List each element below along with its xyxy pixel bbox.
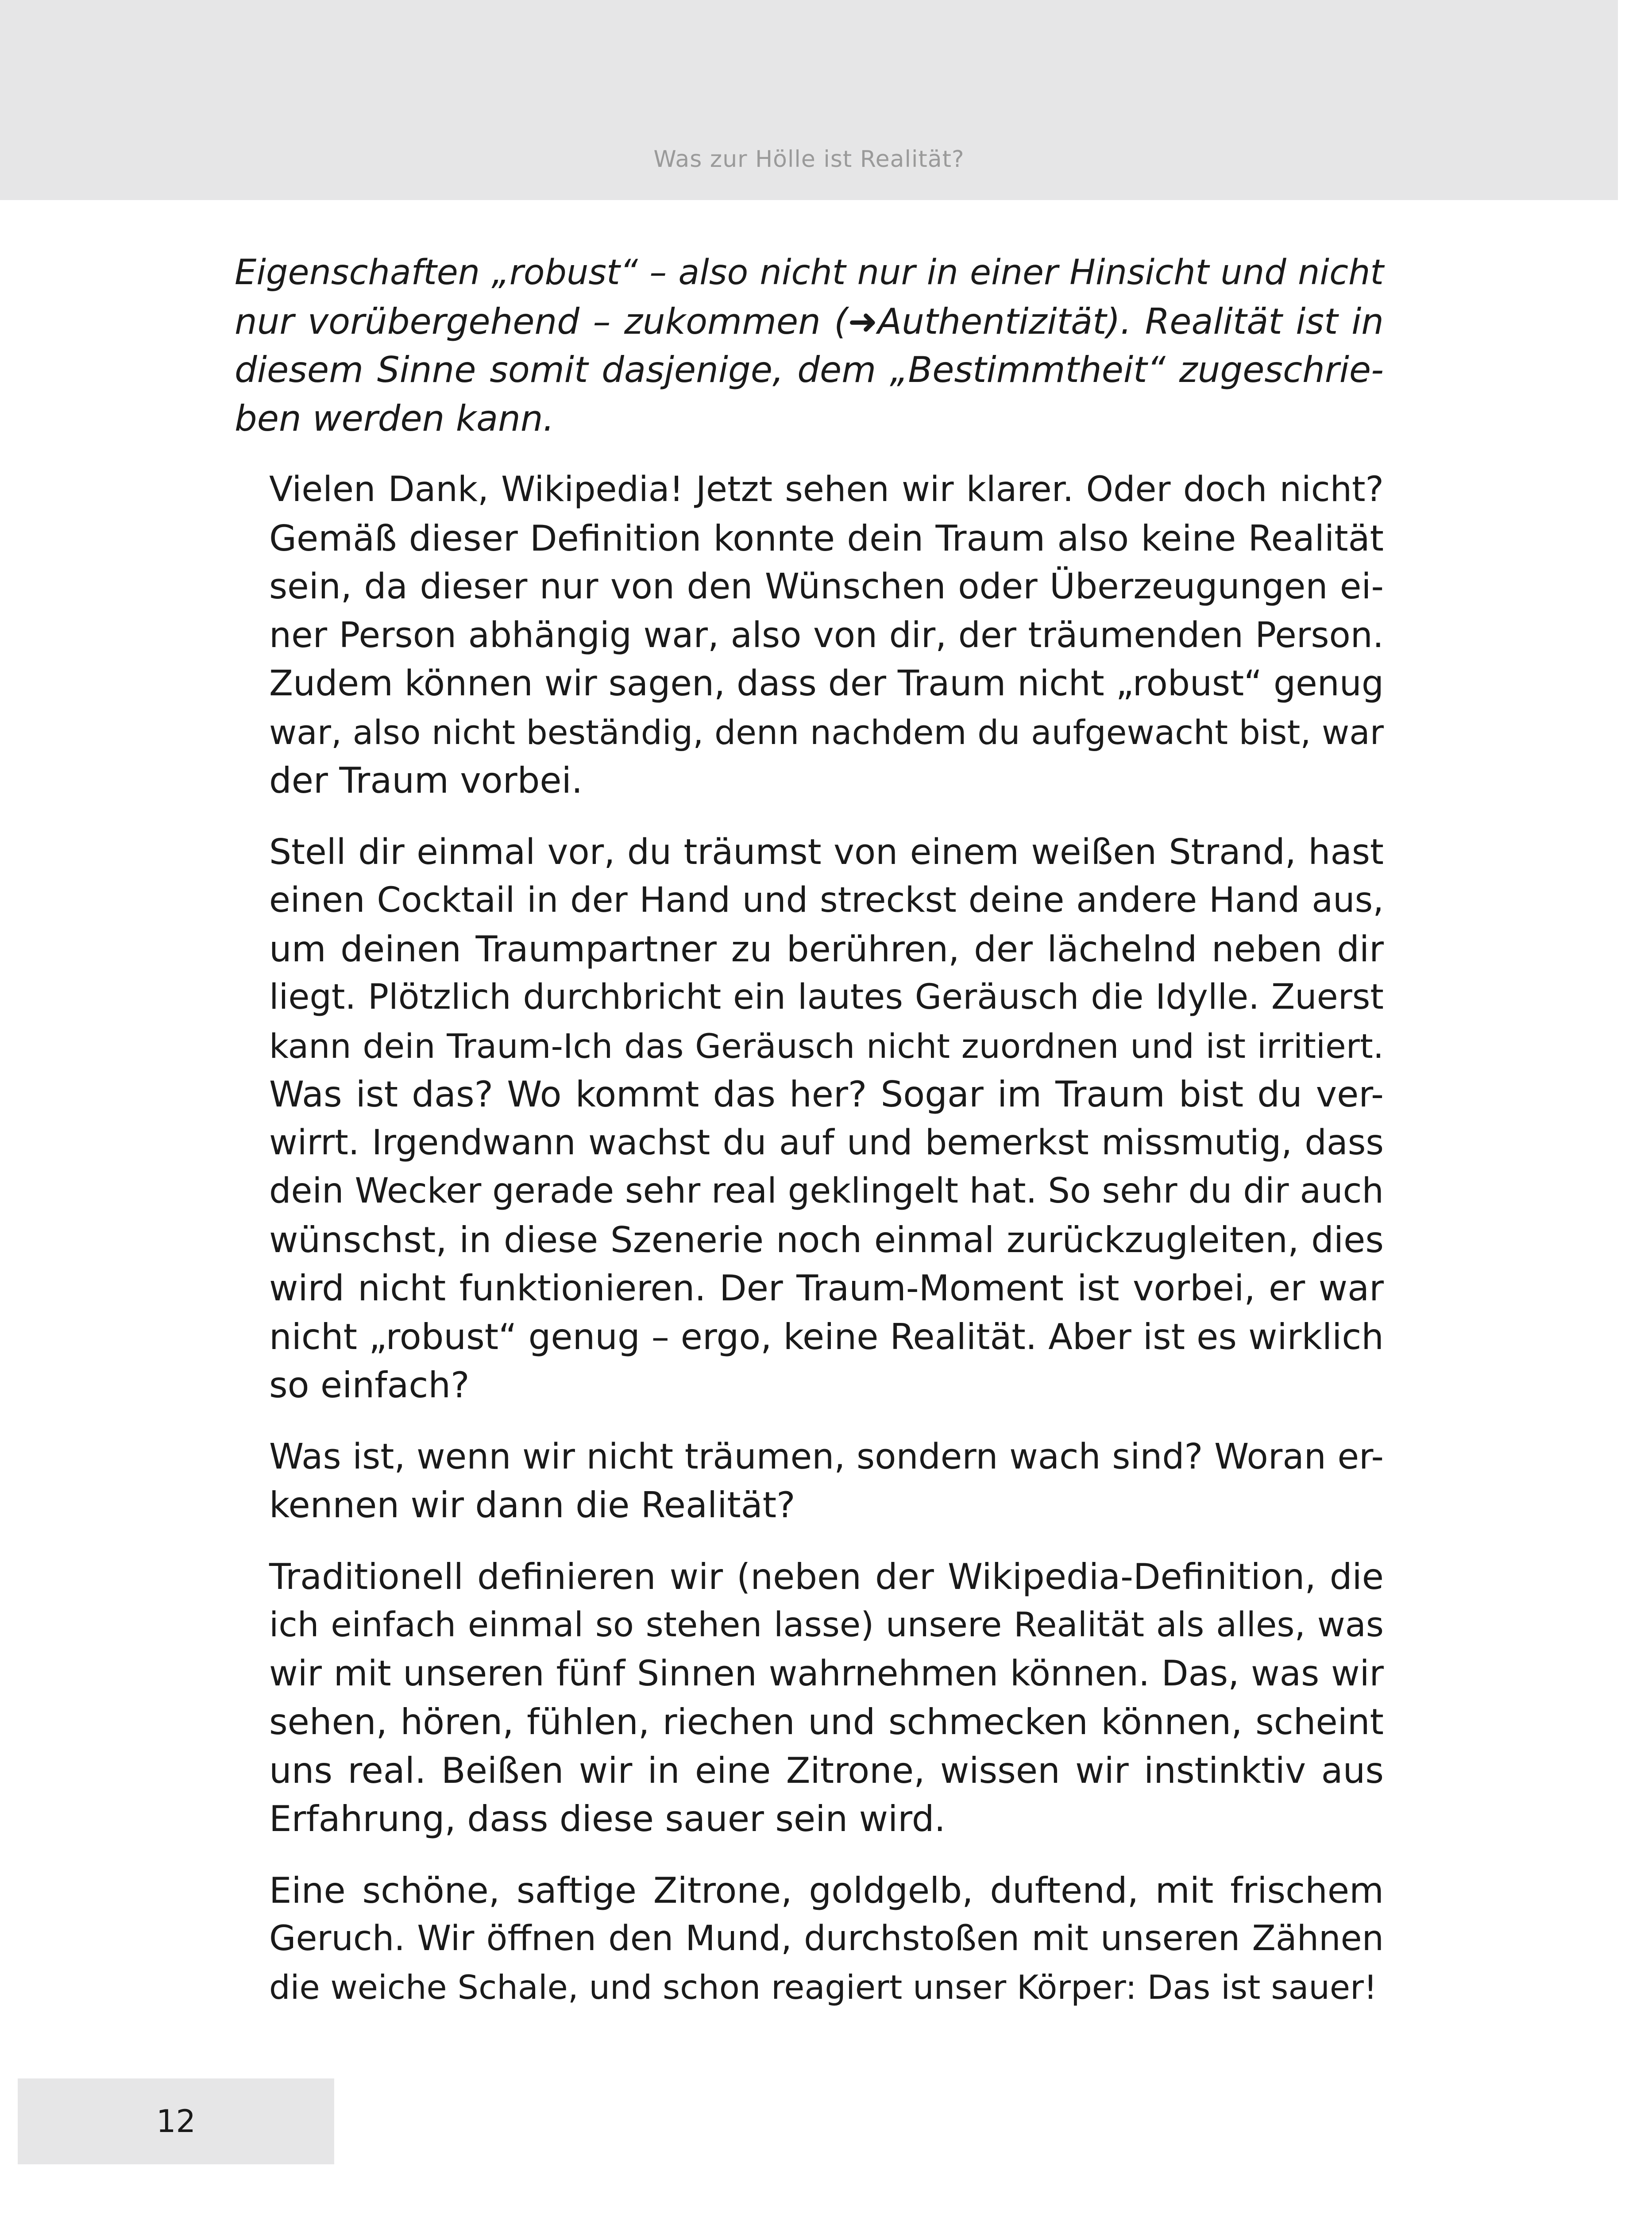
paragraph	[235, 1553, 1384, 1843]
paragraph	[235, 249, 1384, 443]
text-line: einen Cocktail in der Hand und streckst deine andere Hand aus,	[269, 880, 1384, 920]
text-line: diesem Sinne somit dasjenige, dem „Bestimmtheit“ zugeschrie-	[235, 349, 1384, 390]
text-line: Gemäß dieser Definition konnte dein Traum also keine Realität	[269, 517, 1384, 559]
text-line: nicht „robust“ genug – ergo, keine Realität. Aber ist es wirklich	[269, 1316, 1384, 1357]
text-line: wir mit unseren fünf Sinnen wahrnehmen können. Das, was wir	[269, 1653, 1384, 1694]
text-line: Traditionell definieren wir (neben der Wikipedia-Definition, die	[269, 1556, 1384, 1597]
text-line: wünschst, in diese Szenerie noch einmal zurückzugleiten, dies	[269, 1219, 1384, 1261]
running-title: Was zur Hölle ist Realität?	[653, 146, 965, 173]
paragraph	[235, 1866, 1384, 2012]
body-text	[235, 249, 1384, 2035]
text-line: Erfahrung, dass diese sauer sein wird.	[269, 1798, 946, 1839]
text-line: dein Wecker gerade sehr real geklingelt hat. So sehr du dir auch	[269, 1171, 1384, 1211]
text-line: die weiche Schale, und schon reagiert unser Körper: Das ist sauer!	[269, 1967, 1377, 2007]
page-number-box	[18, 2078, 334, 2164]
text-line: ner Person abhängig war, also von dir, der träumenden Person.	[269, 614, 1384, 655]
text-line: Was ist das? Wo kommt das her? Sogar im Traum bist du ver-	[269, 1074, 1384, 1115]
text-line: Geruch. Wir öffnen den Mund, durchstoßen mit unseren Zähnen	[269, 1919, 1384, 1959]
text-line: Eine schöne, saftige Zitrone, goldgelb, duftend, mit frischem	[269, 1870, 1384, 1911]
text-line: so einfach?	[269, 1365, 470, 1406]
text-line: Vielen Dank, Wikipedia! Jetzt sehen wir klarer. Oder doch nicht?	[269, 470, 1384, 509]
text-line: ben werden kann.	[235, 397, 554, 439]
text-line: nur vorübergehend – zukommen (➜Authentizität). Realität ist in	[235, 301, 1384, 342]
text-line: war, also nicht beständig, denn nachdem du aufgewacht bist, war	[269, 712, 1384, 752]
text-line: Was ist, wenn wir nicht träumen, sondern wach sind? Woran er-	[269, 1436, 1384, 1477]
page-number: 12	[156, 2103, 196, 2140]
text-line: wirrt. Irgendwann wachst du auf und bemerkst missmutig, dass	[269, 1122, 1384, 1163]
paragraph	[235, 466, 1384, 805]
text-line: wird nicht funktionieren. Der Traum-Moment ist vorbei, er war	[269, 1268, 1384, 1309]
text-line: sein, da dieser nur von den Wünschen oder Überzeugungen ei-	[269, 566, 1384, 607]
text-line: der Traum vorbei.	[269, 760, 583, 801]
text-line: ich einfach einmal so stehen lasse) unsere Realität als alles, was	[269, 1605, 1384, 1645]
text-line: uns real. Beißen wir in eine Zitrone, wissen wir instinktiv aus	[269, 1750, 1384, 1791]
text-line: kennen wir dann die Realität?	[269, 1484, 795, 1526]
text-line: kann dein Traum-Ich das Geräusch nicht zuordnen und ist irritiert.	[269, 1026, 1384, 1066]
text-line: um deinen Traumpartner zu berühren, der lächelnd neben dir	[269, 928, 1384, 970]
paragraph	[235, 1433, 1384, 1530]
paragraph	[235, 828, 1384, 1410]
text-line: Zudem können wir sagen, dass der Traum nicht „robust“ genug	[269, 663, 1384, 704]
text-line: sehen, hören, fühlen, riechen und schmecken können, scheint	[269, 1701, 1384, 1743]
text-line: Stell dir einmal vor, du träumst von einem weißen Strand, hast	[269, 831, 1384, 872]
text-line: liegt. Plötzlich durchbricht ein lautes Geräusch die Idylle. Zuerst	[269, 977, 1384, 1017]
text-line: Eigenschaften „robust“ – also nicht nur in einer Hinsicht und nicht	[235, 253, 1384, 293]
